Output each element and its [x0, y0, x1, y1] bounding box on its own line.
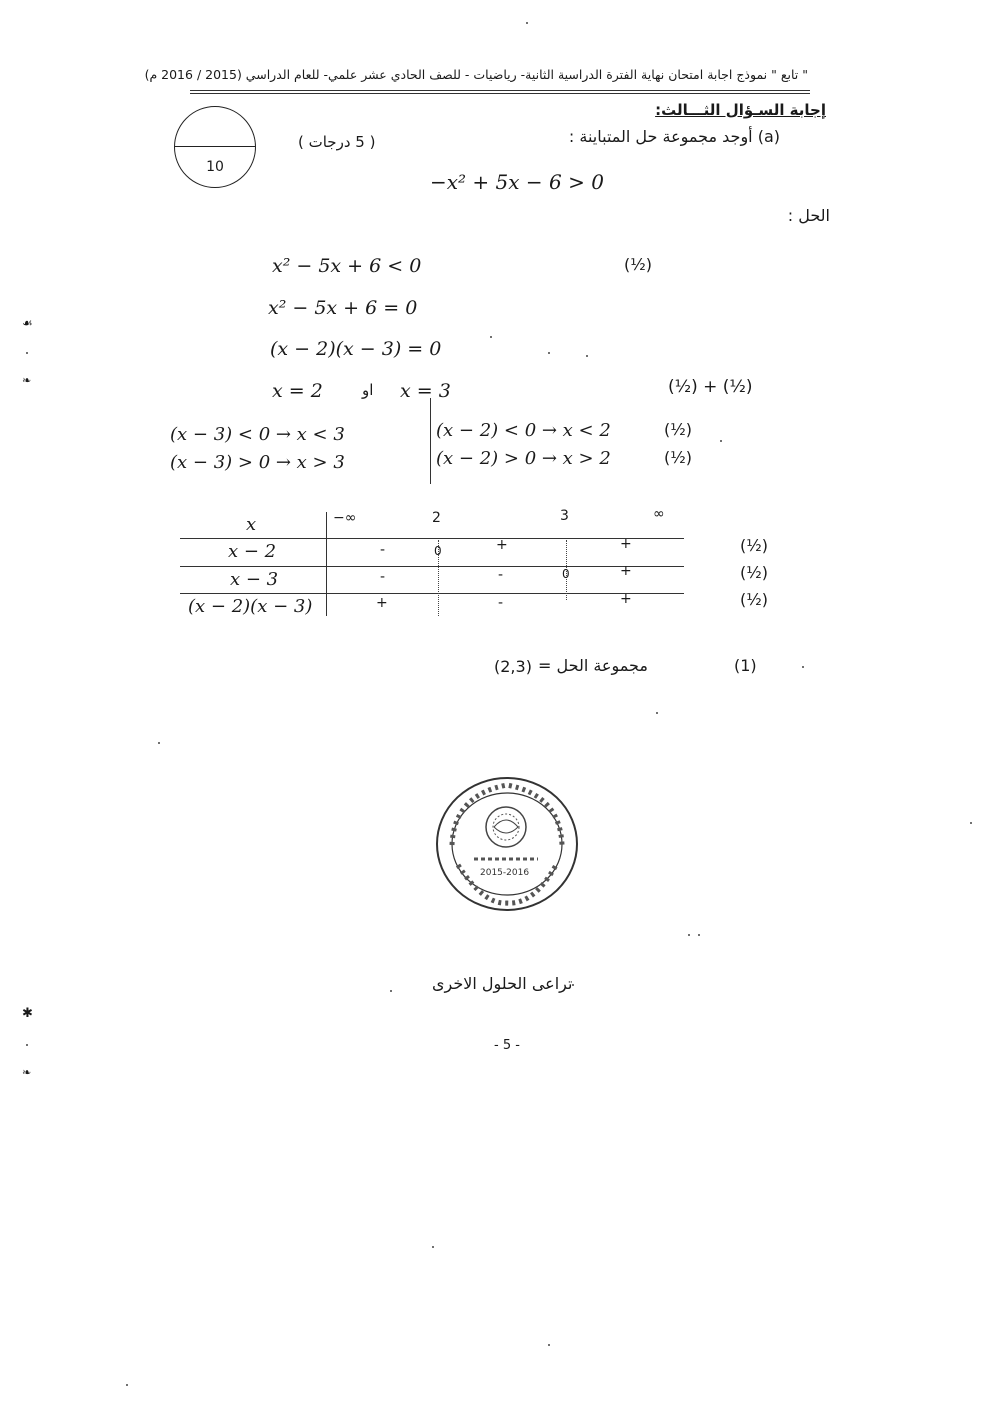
sign-table-point-2: 2: [432, 510, 441, 526]
case-right-2: (x − 2) > 0 → x > 2: [436, 448, 611, 469]
score-circle-divider: [175, 146, 255, 147]
seal-graphic: [434, 775, 580, 913]
sign-table-row-2-cell-2: -: [498, 567, 504, 583]
roots-mark: (½) + (½): [668, 377, 753, 397]
sign-table-row-1-cell-3: +: [496, 537, 508, 553]
sign-table-row-2-cell-1: -: [380, 569, 386, 585]
sign-table-point-inf: ∞: [653, 506, 665, 522]
sign-table-row-3-cell-2: -: [498, 595, 504, 611]
speck-6: [656, 712, 658, 714]
margin-speck-1: [26, 352, 28, 354]
solution-label: الحل :: [787, 206, 830, 225]
sign-table-point-3: 3: [560, 508, 569, 524]
sign-table-rule-2: [180, 566, 684, 567]
sign-table-rule-1: [180, 538, 684, 539]
seal-years: 2015-2016: [480, 868, 530, 878]
sign-table-header-label: x: [246, 514, 257, 535]
speck-16: [526, 22, 528, 24]
sign-table-row-3-cell-1: +: [376, 595, 388, 611]
sign-table-row-3-cell-3: +: [620, 591, 632, 607]
inequality: −x² + 5x − 6 > 0: [430, 170, 604, 194]
speck-5: [802, 666, 804, 668]
sign-table-label-divider: [326, 512, 327, 616]
speck-15: [126, 1384, 128, 1386]
margin-mark-2: ❧: [22, 374, 32, 387]
footer-note: تراعى الحلول الاخرى: [432, 974, 573, 993]
sign-table-row-1-cell-1: -: [380, 542, 386, 558]
root-or: او: [362, 381, 374, 399]
question-part: (a) أوجد مجموعة حل المتباينة :: [568, 127, 780, 146]
root-right: x = 3: [400, 380, 451, 402]
answer-value: (2,3): [494, 657, 532, 676]
speck-2: [548, 352, 550, 354]
case-mark-1: (½): [664, 420, 692, 439]
sign-table-rule-3: [180, 593, 684, 594]
speck-1: [490, 336, 492, 338]
sign-table-row-1-cell-2: 0: [434, 544, 442, 558]
step-2: x² − 5x + 6 = 0: [268, 297, 418, 319]
margin-mark-3: ✱: [22, 1006, 33, 1021]
sign-table-row-2-label: x − 3: [230, 569, 279, 590]
answer-label: مجموعة الحل =: [538, 656, 648, 675]
margin-speck-2: [26, 1044, 28, 1046]
cases-divider: [430, 398, 431, 484]
header-divider: [190, 90, 810, 91]
speck-9: [688, 934, 690, 936]
speck-14: [548, 1344, 550, 1346]
sign-table-point-neg-inf: −∞: [333, 510, 357, 526]
official-seal: [434, 775, 580, 913]
header-divider-2: [190, 93, 810, 94]
speck-8: [970, 822, 972, 824]
step-3: (x − 2)(x − 3) = 0: [270, 338, 442, 360]
sign-table-row-2-cell-4: +: [620, 563, 632, 579]
score-value: 10: [206, 159, 224, 175]
case-left-1: (x − 3) < 0 → x < 3: [170, 424, 345, 445]
page-number: - 5 -: [494, 1038, 520, 1053]
question-degrees: ( 5 درجات ): [298, 133, 376, 151]
speck-3: [586, 355, 588, 357]
sign-table-row-1-label: x − 2: [228, 541, 277, 562]
speck-12: [572, 984, 574, 986]
sign-table-row-1-mark: (½): [740, 536, 768, 555]
answer-mark: (1): [734, 656, 757, 675]
speck-10: [698, 934, 700, 936]
margin-mark-1: ☙: [22, 316, 33, 330]
sign-table-row-3-mark: (½): [740, 590, 768, 609]
sign-table-row-2-mark: (½): [740, 563, 768, 582]
margin-mark-4: ❧: [22, 1066, 32, 1079]
case-right-1: (x − 2) < 0 → x < 2: [436, 420, 611, 441]
page-header: " تابع " نموذج اجابة امتحان نهاية الفترة الدراسية الثانية- رياضيات - للصف الحادي عشر علمي- للعام الدراسي (2015 / 2016 م): [144, 67, 808, 82]
step-1: x² − 5x + 6 < 0: [272, 255, 422, 277]
sign-table-row-1-cell-4: +: [620, 536, 632, 552]
speck-13: [432, 1246, 434, 1248]
root-left: x = 2: [272, 380, 323, 402]
speck-4: [720, 440, 722, 442]
speck-11: [390, 990, 392, 992]
question-title: إجابة السـؤال الثـــالث:: [655, 101, 826, 119]
speck-7: [158, 742, 160, 744]
score-circle: [174, 106, 256, 188]
sign-table-row-3-label: (x − 2)(x − 3): [188, 596, 313, 617]
sign-table-row-2-cell-3: 0: [562, 567, 570, 581]
case-mark-2: (½): [664, 448, 692, 467]
step-1-mark: (½): [624, 255, 652, 274]
case-left-2: (x − 3) > 0 → x > 3: [170, 452, 345, 473]
